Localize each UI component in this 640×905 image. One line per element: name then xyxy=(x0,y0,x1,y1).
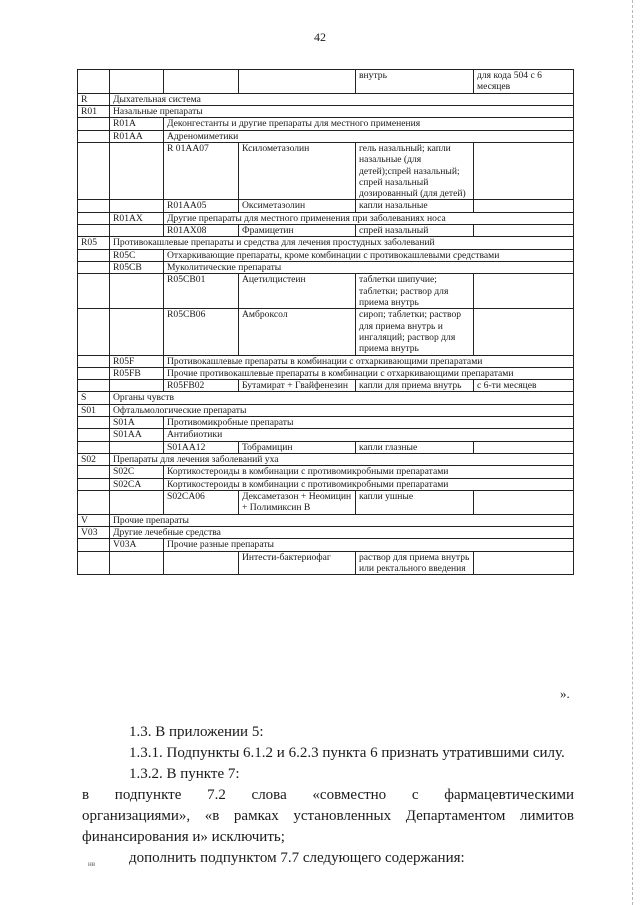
paragraph: 1.3.1. Подпункты 6.1.2 и 6.2.3 пункта 6 признать утратившими силу. xyxy=(129,745,565,761)
atc-code-cell: S02CA xyxy=(110,478,164,490)
table-row xyxy=(78,142,574,200)
note-cell xyxy=(474,274,574,309)
empty-cell xyxy=(78,70,110,94)
table-row xyxy=(78,441,574,453)
empty-cell xyxy=(78,274,110,309)
atc-name-cell: Адреномиметики xyxy=(164,130,574,142)
atc-code-cell: R05 xyxy=(78,237,110,249)
empty-cell xyxy=(78,551,110,575)
table-row xyxy=(78,539,574,551)
atc-name-cell: Антибиотики xyxy=(164,429,574,441)
atc-code-cell: R01AX xyxy=(110,212,164,224)
atc-code-cell: R05C xyxy=(110,249,164,261)
drug-name-cell: Бутамират + Гвайфенезин xyxy=(239,380,356,392)
table-row xyxy=(78,262,574,274)
atc-name-cell: Другие препараты для местного применения при заболеваниях носа xyxy=(164,212,574,224)
atc-name-cell: Назальные препараты xyxy=(110,105,574,117)
empty-cell xyxy=(78,309,110,355)
table-row xyxy=(78,70,574,94)
note-cell: с 6-ти месяцев xyxy=(474,380,574,392)
paragraph: дополнить подпунктом 7.7 следующего содержания: xyxy=(129,850,465,866)
table-row xyxy=(78,392,574,404)
dosage-form-cell: таблетки шипучие; таблетки; раствор для приема внутрь xyxy=(356,274,474,309)
note-cell xyxy=(474,551,574,575)
note-cell xyxy=(474,490,574,514)
drug-code-cell: S02CA06 xyxy=(164,490,239,514)
atc-name-cell: Отхаркивающие препараты, кроме комбинации с противокашлевыми средствами xyxy=(164,249,574,261)
scan-edge-line xyxy=(632,0,633,905)
table-row xyxy=(78,514,574,526)
table-row xyxy=(78,478,574,490)
table-row xyxy=(78,404,574,416)
table-row xyxy=(78,417,574,429)
table-row xyxy=(78,355,574,367)
paragraph: в подпункте 7.2 слова «совместно с фармацевтическими xyxy=(82,787,574,803)
atc-code-cell: S01AA xyxy=(110,429,164,441)
empty-cell xyxy=(110,551,164,575)
table-row xyxy=(78,367,574,379)
atc-code-cell: R01 xyxy=(78,105,110,117)
drug-name-cell: Ксилометазолин xyxy=(239,142,356,200)
empty-cell xyxy=(110,200,164,212)
paragraph: организациями», «в рамках установленных Департаментом лимитов xyxy=(82,808,574,824)
paragraph: финансирования и» исключить; xyxy=(82,829,285,845)
empty-cell xyxy=(78,118,110,130)
atc-code-cell: V03A xyxy=(110,539,164,551)
table-row xyxy=(78,429,574,441)
empty-cell xyxy=(78,367,110,379)
empty-cell xyxy=(78,249,110,261)
dosage-form-cell: внутрь xyxy=(356,70,474,94)
empty-cell xyxy=(110,70,164,94)
dosage-form-cell: капли ушные xyxy=(356,490,474,514)
atc-name-cell: Противокашлевые препараты в комбинации с отхаркивающими препаратами xyxy=(164,355,574,367)
note-cell: для кода 504 с 6 месяцев xyxy=(474,70,574,94)
table-row xyxy=(78,309,574,355)
footer-mark: нв xyxy=(88,860,96,868)
empty-cell xyxy=(110,142,164,200)
atc-code-cell: V03 xyxy=(78,526,110,538)
medication-table xyxy=(77,69,574,575)
table-row xyxy=(78,454,574,466)
drug-name-cell: Тобрамицин xyxy=(239,441,356,453)
drug-code-cell: S01AA12 xyxy=(164,441,239,453)
table-row xyxy=(78,93,574,105)
atc-name-cell: Офтальмологические препараты xyxy=(110,404,574,416)
empty-cell xyxy=(78,478,110,490)
table-row xyxy=(78,490,574,514)
drug-name-cell: Амброксол xyxy=(239,309,356,355)
closing-quote: ». xyxy=(560,686,570,701)
table-row xyxy=(78,118,574,130)
drug-code-cell: R05FB02 xyxy=(164,380,239,392)
atc-code-cell: R05CB xyxy=(110,262,164,274)
atc-name-cell: Прочие разные препараты xyxy=(164,539,574,551)
drug-code-cell: R01AX08 xyxy=(164,225,239,237)
dosage-form-cell: сироп; таблетки; раствор для приема внутрь и ингаляций; раствор для приема внутрь xyxy=(356,309,474,355)
empty-cell xyxy=(78,539,110,551)
table-row xyxy=(78,237,574,249)
table-row xyxy=(78,130,574,142)
dosage-form-cell: гель назальный; капли назальные (для детей);спрей назальный; спрей назальный дозированный (для детей) xyxy=(356,142,474,200)
empty-cell xyxy=(78,466,110,478)
atc-code-cell: R05F xyxy=(110,355,164,367)
atc-name-cell: Кортикостероиды в комбинации с противомикробными препаратами xyxy=(164,478,574,490)
page-number: 42 xyxy=(314,30,326,44)
dosage-form-cell: капли глазные xyxy=(356,441,474,453)
empty-cell xyxy=(110,225,164,237)
empty-cell xyxy=(110,274,164,309)
note-cell xyxy=(474,441,574,453)
table-row xyxy=(78,105,574,117)
note-cell xyxy=(474,225,574,237)
atc-code-cell: S02C xyxy=(110,466,164,478)
empty-cell xyxy=(78,441,110,453)
empty-cell xyxy=(110,490,164,514)
drug-name-cell: Дексаметазон + Неомицин + Полимиксин В xyxy=(239,490,356,514)
drug-code-cell: R05CB01 xyxy=(164,274,239,309)
empty-cell xyxy=(78,212,110,224)
atc-code-cell: R xyxy=(78,93,110,105)
atc-code-cell: V xyxy=(78,514,110,526)
table-row xyxy=(78,212,574,224)
atc-name-cell: Противомикробные препараты xyxy=(164,417,574,429)
note-cell xyxy=(474,142,574,200)
dosage-form-cell: капли назальные xyxy=(356,200,474,212)
table-row xyxy=(78,200,574,212)
drug-name-cell: Фрамицетин xyxy=(239,225,356,237)
atc-name-cell: Кортикостероиды в комбинации с противомикробными препаратами xyxy=(164,466,574,478)
atc-name-cell: Прочие противокашлевые препараты в комбинации с отхаркивающими препаратами xyxy=(164,367,574,379)
table-row xyxy=(78,466,574,478)
drug-name-cell: Оксиметазолин xyxy=(239,200,356,212)
drug-code-cell: R 01AA07 xyxy=(164,142,239,200)
table-row xyxy=(78,551,574,575)
dosage-form-cell: раствор для приема внутрь или ректального введения xyxy=(356,551,474,575)
atc-name-cell: Прочие препараты xyxy=(110,514,574,526)
drug-name-cell: Ацетилцистеин xyxy=(239,274,356,309)
table-row xyxy=(78,225,574,237)
table-row xyxy=(78,274,574,309)
note-cell xyxy=(474,309,574,355)
empty-cell xyxy=(78,380,110,392)
empty-cell xyxy=(78,225,110,237)
empty-cell xyxy=(78,355,110,367)
atc-name-cell: Противокашлевые препараты и средства для лечения простудных заболеваний xyxy=(110,237,574,249)
empty-cell xyxy=(110,309,164,355)
empty-cell xyxy=(78,417,110,429)
atc-code-cell: S01A xyxy=(110,417,164,429)
atc-code-cell: S xyxy=(78,392,110,404)
drug-code-cell: R01AA05 xyxy=(164,200,239,212)
atc-name-cell: Деконгестанты и другие препараты для местного применения xyxy=(164,118,574,130)
dosage-form-cell: капли для приема внутрь xyxy=(356,380,474,392)
empty-cell xyxy=(78,490,110,514)
empty-cell xyxy=(78,200,110,212)
drug-name-cell: Интести-бактериофаг xyxy=(239,551,356,575)
drug-code-cell: R05CB06 xyxy=(164,309,239,355)
empty-cell xyxy=(78,429,110,441)
table-row xyxy=(78,380,574,392)
atc-name-cell: Муколитические препараты xyxy=(164,262,574,274)
empty-cell xyxy=(110,380,164,392)
empty-cell xyxy=(78,130,110,142)
drug-code-cell xyxy=(164,551,239,575)
dosage-form-cell: спрей назальный xyxy=(356,225,474,237)
empty-cell xyxy=(78,262,110,274)
atc-code-cell: R01AA xyxy=(110,130,164,142)
drug-code-cell xyxy=(164,70,239,94)
table-body xyxy=(78,70,574,575)
atc-name-cell: Другие лечебные средства xyxy=(110,526,574,538)
empty-cell xyxy=(110,441,164,453)
table-row xyxy=(78,249,574,261)
empty-cell xyxy=(78,142,110,200)
atc-name-cell: Органы чувств xyxy=(110,392,574,404)
atc-name-cell: Препараты для лечения заболеваний уха xyxy=(110,454,574,466)
drug-name-cell xyxy=(239,70,356,94)
atc-code-cell: R01A xyxy=(110,118,164,130)
atc-code-cell: S01 xyxy=(78,404,110,416)
paragraph: 1.3.2. В пункте 7: xyxy=(129,766,240,782)
atc-code-cell: R05FB xyxy=(110,367,164,379)
atc-code-cell: S02 xyxy=(78,454,110,466)
paragraph: 1.3. В приложении 5: xyxy=(129,724,264,740)
table-row xyxy=(78,526,574,538)
note-cell xyxy=(474,200,574,212)
atc-name-cell: Дыхательная система xyxy=(110,93,574,105)
